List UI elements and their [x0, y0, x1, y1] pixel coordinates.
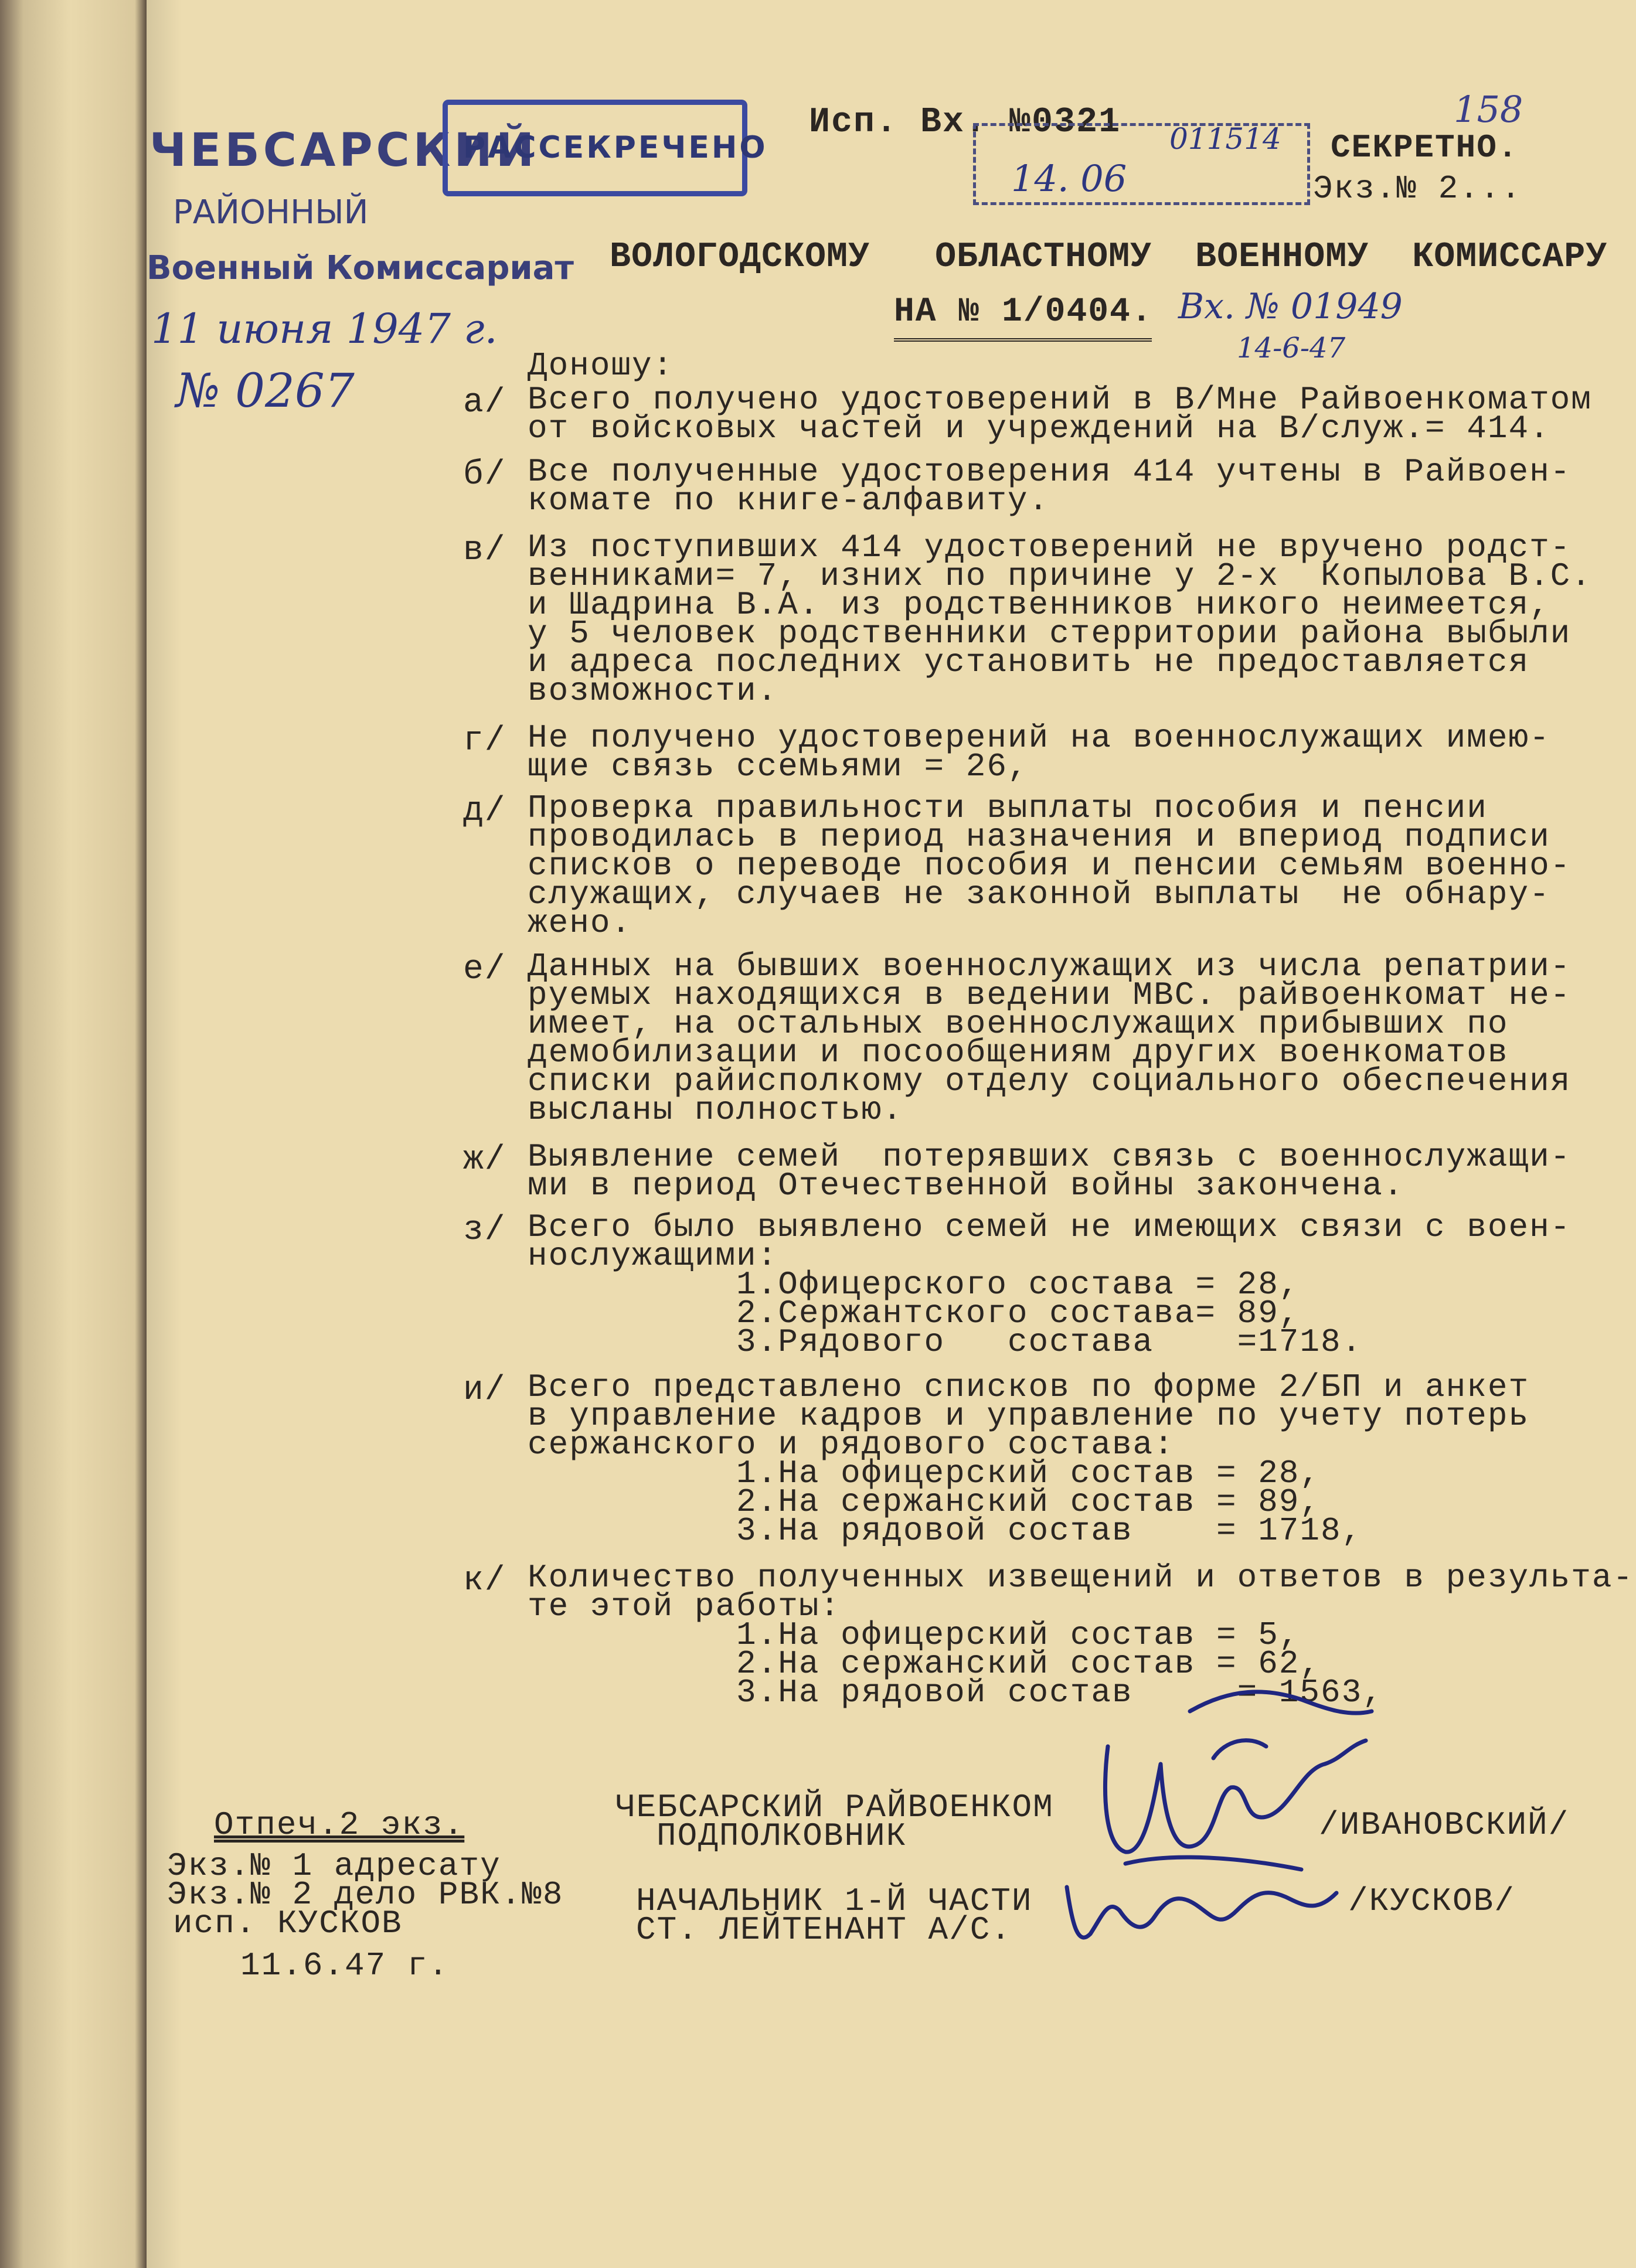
item-label: д/ [463, 792, 506, 830]
item-line: списки райисполкому отделу социального обеспечения [528, 1063, 1572, 1100]
item-line: Все полученные удостоверения 414 учтены в Райвоен- [528, 453, 1572, 491]
item-line: Всего получено удостоверений в В/Мне Райвоенкоматом [528, 381, 1592, 418]
reference-number: НА № 1/0404. [894, 293, 1152, 342]
item-label: в/ [463, 532, 506, 570]
item-label: е/ [463, 951, 506, 989]
item-label: б/ [463, 456, 506, 494]
org-line-1: ЧЕБСАРСКИЙ РАЙВОЕНКОМ [615, 1789, 1054, 1826]
addressee: ВОЛОГОДСКОМУ ОБЛАСТНОМУ ВОЕННОМУ КОМИССАРУ [610, 237, 1608, 277]
signature-kuskov [1055, 1846, 1348, 1963]
item-line: 1.На офицерский состав = 5, [528, 1616, 1300, 1654]
item-line: 2.На сержанский состав = 62, [528, 1645, 1321, 1683]
stamp-line-3: Военный Комиссариат [147, 249, 574, 287]
role-line-1: НАЧАЛЬНИК 1-Й ЧАСТИ [636, 1882, 1033, 1920]
copy-2: Экз.№ 2 дело РВК.№8 [167, 1876, 564, 1913]
item-line: 3.Рядового состава =1718. [528, 1323, 1363, 1361]
item-line: те этой работы: [528, 1588, 841, 1625]
item-line: Проверка правильности выплаты пособия и пенсии [528, 789, 1488, 827]
item-label: ж/ [463, 1141, 506, 1179]
item-line: и адреса последних установить не предоставляется [528, 643, 1530, 681]
item-line: венниками= 7, изних по причине у 2-х Копылова В.С. [528, 557, 1592, 595]
item-line: комате по книге-алфавиту. [528, 482, 1050, 519]
outgoing-number: Исп. Вх. №0321 [809, 103, 1121, 142]
item-line: имеет, на остальных военнослужащих прибывших по [528, 1005, 1509, 1043]
item-line: Данных на бывших военнослужащих из числа репатрии- [528, 948, 1572, 985]
item-label: г/ [463, 722, 506, 760]
item-line: в управление кадров и управление по учету потерь [528, 1397, 1530, 1435]
signer-2: /КУСКОВ/ [1348, 1882, 1515, 1920]
registry-date: 14. 06 [1011, 157, 1127, 200]
copy-1: Экз.№ 1 адресату [167, 1847, 501, 1885]
item-line: 1.Офицерского состава = 28, [528, 1266, 1300, 1303]
classification: СЕКРЕТНО. [1331, 129, 1519, 166]
stamp-date: 11 июня 1947 г. [151, 305, 498, 353]
declassified-stamp-text: РАССЕКРЕЧЕНО [463, 130, 768, 165]
item-line: нослужащими: [528, 1237, 778, 1275]
org-line-2: ПОДПОЛКОВНИК [657, 1817, 907, 1855]
registry-number: 011514 [1169, 122, 1281, 156]
stamp-line-2: РАЙОННЫЙ [173, 193, 369, 231]
item-line: высланы полностью. [528, 1091, 903, 1129]
item-line: Не получено удостоверений на военнослужащих имею- [528, 719, 1550, 757]
item-line: 1.На офицерский состав = 28, [528, 1455, 1321, 1492]
item-line: Количество полученных извещений и ответов в результа- [528, 1559, 1634, 1596]
item-label: з/ [463, 1211, 506, 1249]
copy-number: Экз.№ 2... [1313, 170, 1522, 207]
footer-date: 11.6.47 г. [240, 1947, 450, 1984]
item-line: проводилась в период назначения и впериод подписи [528, 818, 1550, 856]
intro: Доношу: [528, 347, 674, 384]
stamp-number: № 0267 [176, 363, 355, 418]
item-line: 2.На сержанский состав = 89, [528, 1483, 1321, 1521]
item-line: и Шадрина В.А. из родственников никого неимеется, [528, 586, 1550, 624]
item-line: щие связь ссемьями = 26, [528, 748, 1029, 785]
signer-1: /ИВАНОВСКИЙ/ [1319, 1806, 1570, 1844]
previous-page-edge [0, 0, 147, 2268]
item-line: руемых находящихся в ведении МВС. райвоенкомат не- [528, 976, 1572, 1014]
item-line: служащих, случаев не законной выплаты не обнару- [528, 876, 1550, 913]
stamp-line-1: ЧЕБСАРСКИЙ [149, 124, 538, 177]
incoming-date: 14-6-47 [1237, 332, 1346, 365]
item-line: у 5 человек родственники стерритории района выбыли [528, 615, 1572, 652]
printed-copies: Отпеч.2 экз. [214, 1806, 465, 1844]
item-line: ми в период Отечественной войны закончена. [528, 1167, 1404, 1204]
item-line: жено. [528, 904, 632, 942]
item-label: и/ [463, 1371, 506, 1409]
executor: исп. КУСКОВ [173, 1905, 403, 1942]
item-line: списков о переводе пособия и пенсии семьям военно- [528, 847, 1572, 884]
page-number: 158 [1454, 88, 1523, 131]
item-line: 3.На рядовой состав = 1718, [528, 1512, 1363, 1550]
item-line: Всего представлено списков по форме 2/БП и анкет [528, 1368, 1530, 1406]
item-line: демобилизации и посообщениям других военкоматов [528, 1034, 1509, 1071]
item-line: сержанского и рядового состава: [528, 1426, 1175, 1463]
item-line: от войсковых частей и учреждений на В/служ.= 414. [528, 410, 1550, 447]
item-line: Из поступивших 414 удостоверений не вручено родст- [528, 529, 1572, 566]
item-line: 2.Сержантского состава= 89, [528, 1295, 1300, 1332]
role-line-2: СТ. ЛЕЙТЕНАНТ А/С. [636, 1911, 1012, 1949]
item-line: Выявление семей потерявших связь с военнослужащи- [528, 1138, 1572, 1176]
item-line: 3.На рядовой состав = 1563, [528, 1674, 1383, 1711]
item-line: Всего было выявлено семей не имеющих связи с воен- [528, 1208, 1572, 1246]
item-label: а/ [463, 384, 506, 422]
signature-ivanovsky [1090, 1676, 1395, 1875]
item-label: к/ [463, 1562, 506, 1600]
incoming-number: Вх. № 01949 [1178, 286, 1403, 327]
item-line: возможности. [528, 672, 778, 710]
